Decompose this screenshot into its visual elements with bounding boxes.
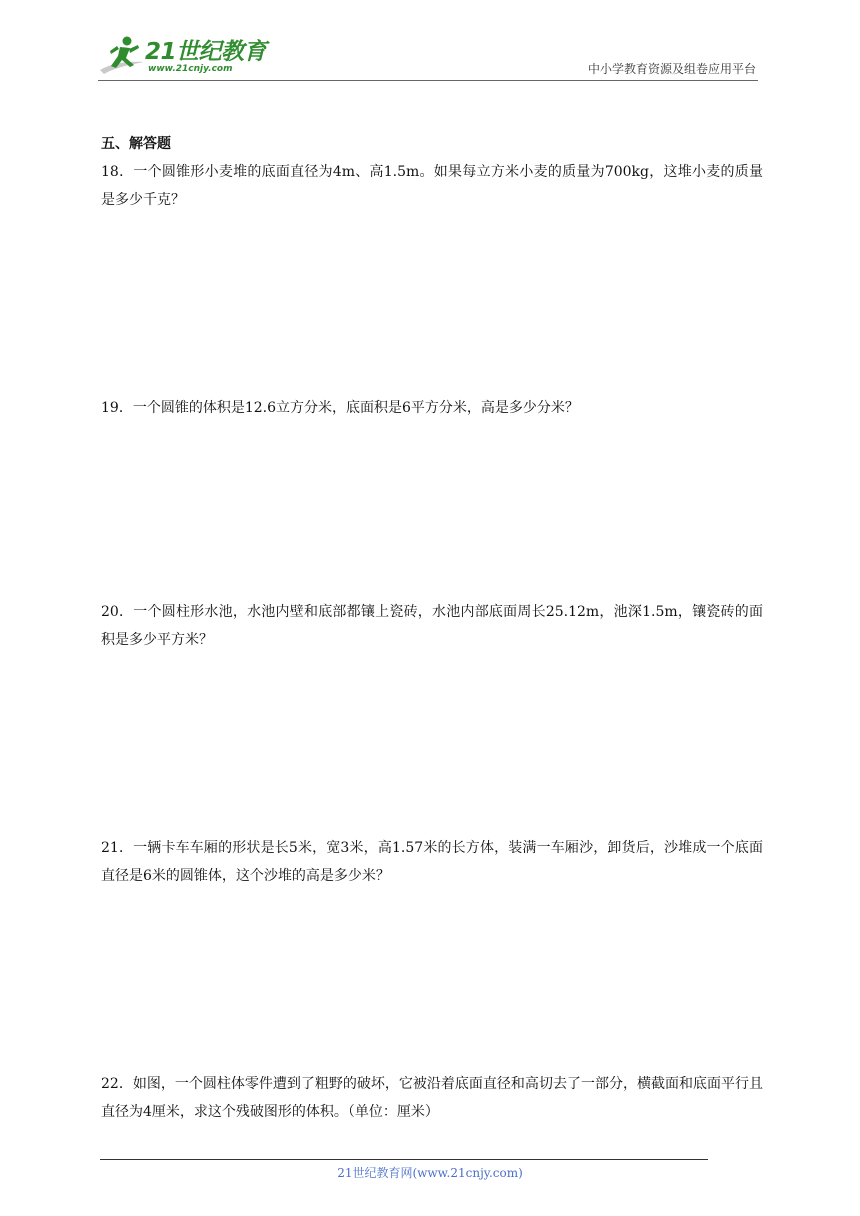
footer-divider	[100, 1159, 708, 1160]
section-title: 五、解答题	[101, 136, 171, 152]
page-header	[98, 34, 758, 82]
question-22: 22．如图，一个圆柱体零件遭到了粗野的破坏，它被沿着底面直径和高切去了一部分，横截面和底面平行且直径为4厘米，求这个残破图形的体积。（单位：厘米）	[101, 1076, 763, 1120]
footer-text: 21世纪教育网(www.21cnjy.com)	[337, 1166, 523, 1180]
platform-name: 中小学教育资源及组卷应用平台	[587, 62, 756, 76]
logo-url: www.21cnjy.com	[148, 64, 233, 74]
question-18: 18．一个圆锥形小麦堆的底面直径为4m、高1.5m。如果每立方米小麦的质量为700kg，这堆小麦的质量是多少千克？	[101, 164, 763, 208]
question-21: 21．一辆卡车车厢的形状是长5米，宽3米，高1.57米的长方体，装满一车厢沙，卸货后，沙堆成一个底面直径是6米的圆锥体，这个沙堆的高是多少米？	[101, 840, 763, 884]
logo	[98, 34, 268, 78]
runner-logo-icon	[98, 34, 148, 78]
logo-text: 21世纪教育	[145, 39, 267, 65]
question-19: 19．一个圆锥的体积是12.6立方分米，底面积是6平方分米，高是多少分米？	[101, 400, 579, 416]
question-20: 20．一个圆柱形水池，水池内壁和底部都镶上瓷砖，水池内部底面周长25.12m，池深1.5m，镶瓷砖的面积是多少平方米？	[101, 604, 763, 648]
header-divider	[98, 80, 758, 81]
